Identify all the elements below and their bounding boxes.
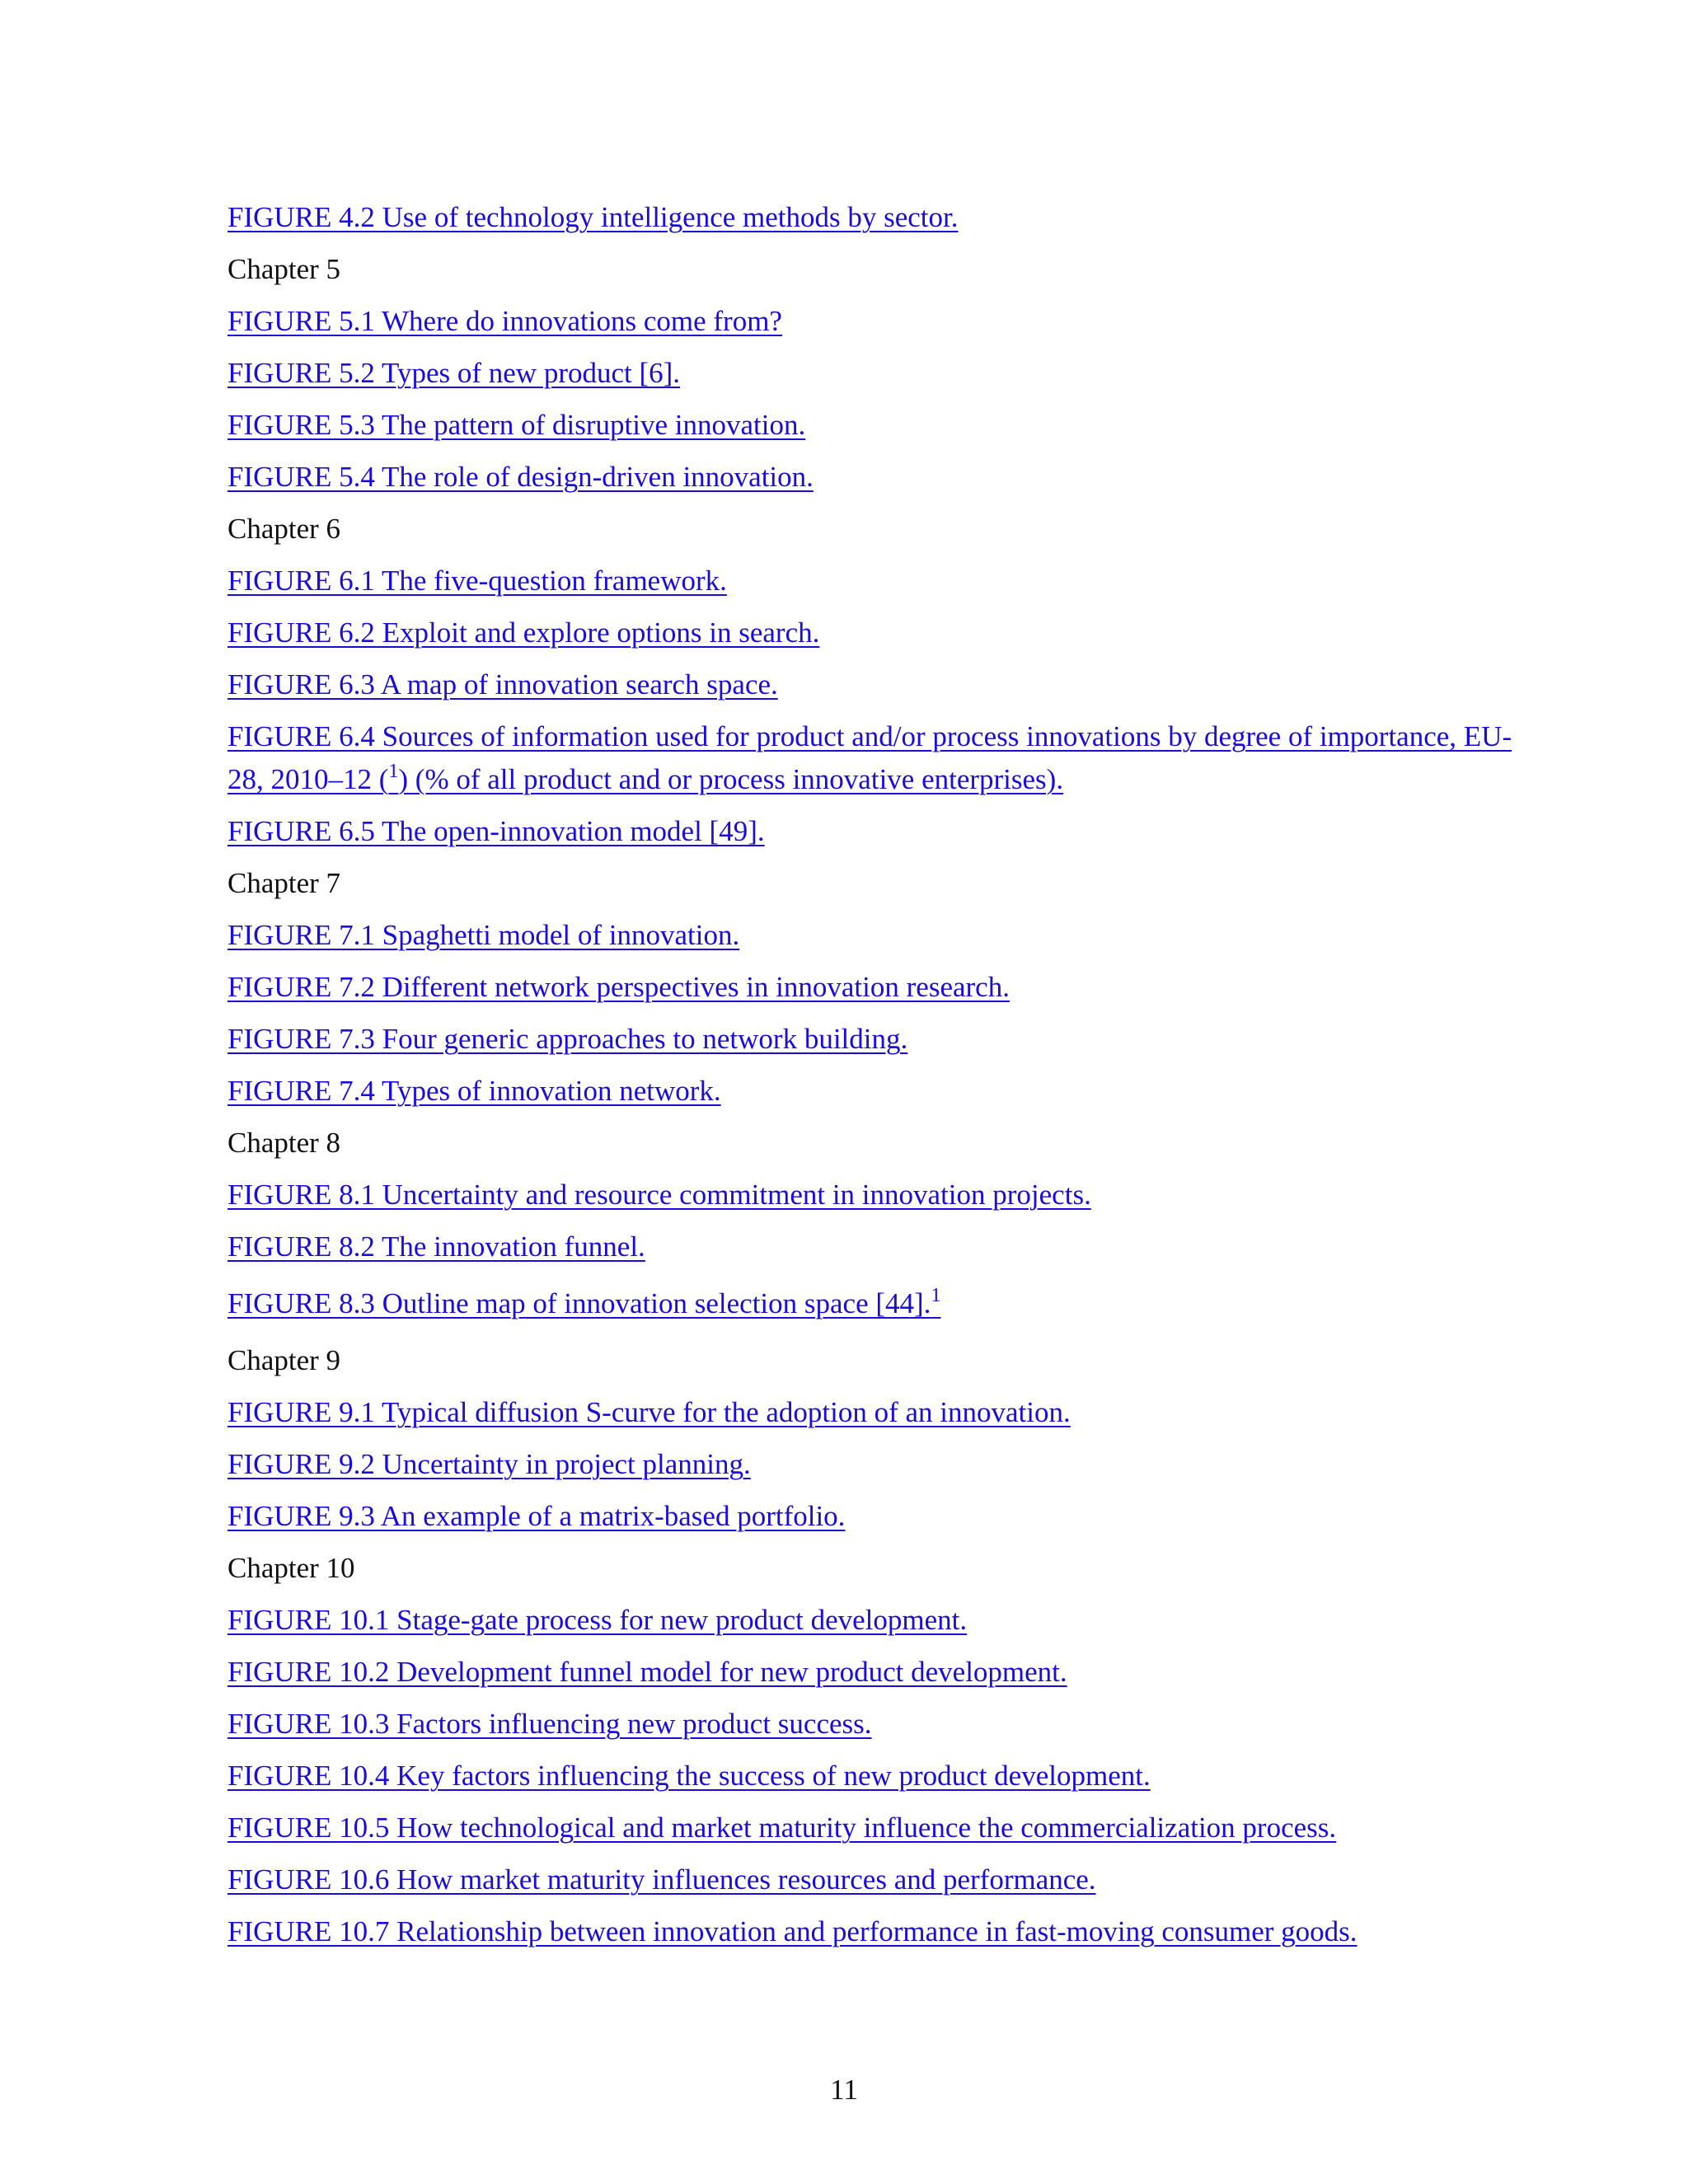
figure-link-6-3[interactable]: FIGURE 6.3 A map of innovation search space. <box>227 668 778 701</box>
figure-link-5-3[interactable]: FIGURE 5.3 The pattern of disruptive innovation. <box>227 409 806 441</box>
list-item <box>227 1391 1513 1434</box>
figure-link-6-2[interactable]: FIGURE 6.2 Exploit and explore options in search. <box>227 616 820 649</box>
footnote-link[interactable] <box>931 1287 940 1319</box>
figure-link-7-4[interactable]: FIGURE 7.4 Types of innovation network. <box>227 1075 721 1107</box>
list-item <box>227 1226 1513 1268</box>
figure-6-4-text-after: ) (% of all product and or process innovative enterprises). <box>398 763 1064 795</box>
list-item <box>227 456 1513 499</box>
list-item <box>227 663 1513 706</box>
figure-link-5-2[interactable]: FIGURE 5.2 Types of new product [6]. <box>227 357 681 389</box>
chapter-heading-8: Chapter 8 <box>227 1127 341 1159</box>
figure-link-10-2[interactable]: FIGURE 10.2 Development funnel model for new product development. <box>227 1656 1067 1688</box>
list-item <box>227 715 1513 801</box>
figure-link-7-3[interactable]: FIGURE 7.3 Four generic approaches to network building. <box>227 1023 908 1055</box>
list-item <box>227 1599 1513 1642</box>
figure-link-8-1[interactable]: FIGURE 8.1 Uncertainty and resource commitment in innovation projects. <box>227 1179 1091 1211</box>
list-item <box>227 1910 1513 1953</box>
list-item <box>227 1807 1513 1849</box>
chapter-heading-5: Chapter 5 <box>227 253 341 285</box>
footnote-marker: 1 <box>931 1285 941 1306</box>
figure-link-6-4[interactable] <box>227 720 1512 795</box>
figure-link-10-3[interactable]: FIGURE 10.3 Factors influencing new product success. <box>227 1708 872 1740</box>
figure-link-9-1[interactable]: FIGURE 9.1 Typical diffusion S-curve for the adoption of an innovation. <box>227 1396 1071 1428</box>
list-item <box>227 914 1513 957</box>
figure-link-4-2[interactable]: FIGURE 4.2 Use of technology intelligence methods by sector. <box>227 201 959 233</box>
chapter-heading-9: Chapter 9 <box>227 1344 341 1376</box>
figure-link-5-4[interactable]: FIGURE 5.4 The role of design-driven innovation. <box>227 461 814 493</box>
chapter-heading-10: Chapter 10 <box>227 1552 355 1584</box>
figure-link-8-3[interactable]: FIGURE 8.3 Outline map of innovation selection space [44]. <box>227 1287 931 1319</box>
figure-link-10-7[interactable]: FIGURE 10.7 Relationship between innovation and performance in fast-moving consumer goods. <box>227 1915 1357 1947</box>
list-item <box>227 300 1513 343</box>
list-item <box>227 196 1513 239</box>
figure-link-10-6[interactable]: FIGURE 10.6 How market maturity influences resources and performance. <box>227 1863 1096 1896</box>
list-item <box>227 1277 1513 1330</box>
figure-link-10-4[interactable]: FIGURE 10.4 Key factors influencing the success of new product development. <box>227 1760 1151 1792</box>
list-item <box>227 1018 1513 1061</box>
figure-link-7-1[interactable]: FIGURE 7.1 Spaghetti model of innovation. <box>227 919 740 951</box>
figure-link-10-5[interactable]: FIGURE 10.5 How technological and market maturity influence the commercialization process. <box>227 1811 1337 1844</box>
figure-link-9-2[interactable]: FIGURE 9.2 Uncertainty in project planning. <box>227 1448 751 1480</box>
chapter-heading-7: Chapter 7 <box>227 867 341 899</box>
list-item <box>227 1443 1513 1486</box>
figure-link-6-1[interactable]: FIGURE 6.1 The five-question framework. <box>227 565 727 597</box>
list-item <box>227 1755 1513 1797</box>
chapter-heading-6: Chapter 6 <box>227 513 341 545</box>
list-item <box>227 1651 1513 1694</box>
list-of-figures <box>227 196 1513 1962</box>
list-item <box>227 1703 1513 1746</box>
list-item <box>227 612 1513 654</box>
list-item <box>227 560 1513 602</box>
list-item <box>227 1070 1513 1113</box>
page-number: 11 <box>830 2074 858 2106</box>
footnote-marker[interactable]: 1 <box>388 761 399 782</box>
figure-link-7-2[interactable]: FIGURE 7.2 Different network perspectives in innovation research. <box>227 971 1010 1003</box>
figure-link-6-5[interactable]: FIGURE 6.5 The open-innovation model [49]. <box>227 815 765 847</box>
figure-link-8-2[interactable]: FIGURE 8.2 The innovation funnel. <box>227 1230 645 1263</box>
list-item <box>227 810 1513 853</box>
figure-link-10-1[interactable]: FIGURE 10.1 Stage-gate process for new product development. <box>227 1604 968 1636</box>
list-item <box>227 1495 1513 1538</box>
list-item <box>227 1858 1513 1901</box>
figure-6-4-text: FIGURE 6.4 Sources of information used for product and/or process innovations by degree of importance, EU-28, 2010–12 ( <box>227 720 1512 795</box>
figure-link-9-3[interactable]: FIGURE 9.3 An example of a matrix-based portfolio. <box>227 1500 846 1532</box>
list-item <box>227 1174 1513 1216</box>
list-item <box>227 352 1513 395</box>
figure-link-5-1[interactable]: FIGURE 5.1 Where do innovations come from? <box>227 305 782 337</box>
list-item <box>227 404 1513 447</box>
list-item <box>227 966 1513 1009</box>
